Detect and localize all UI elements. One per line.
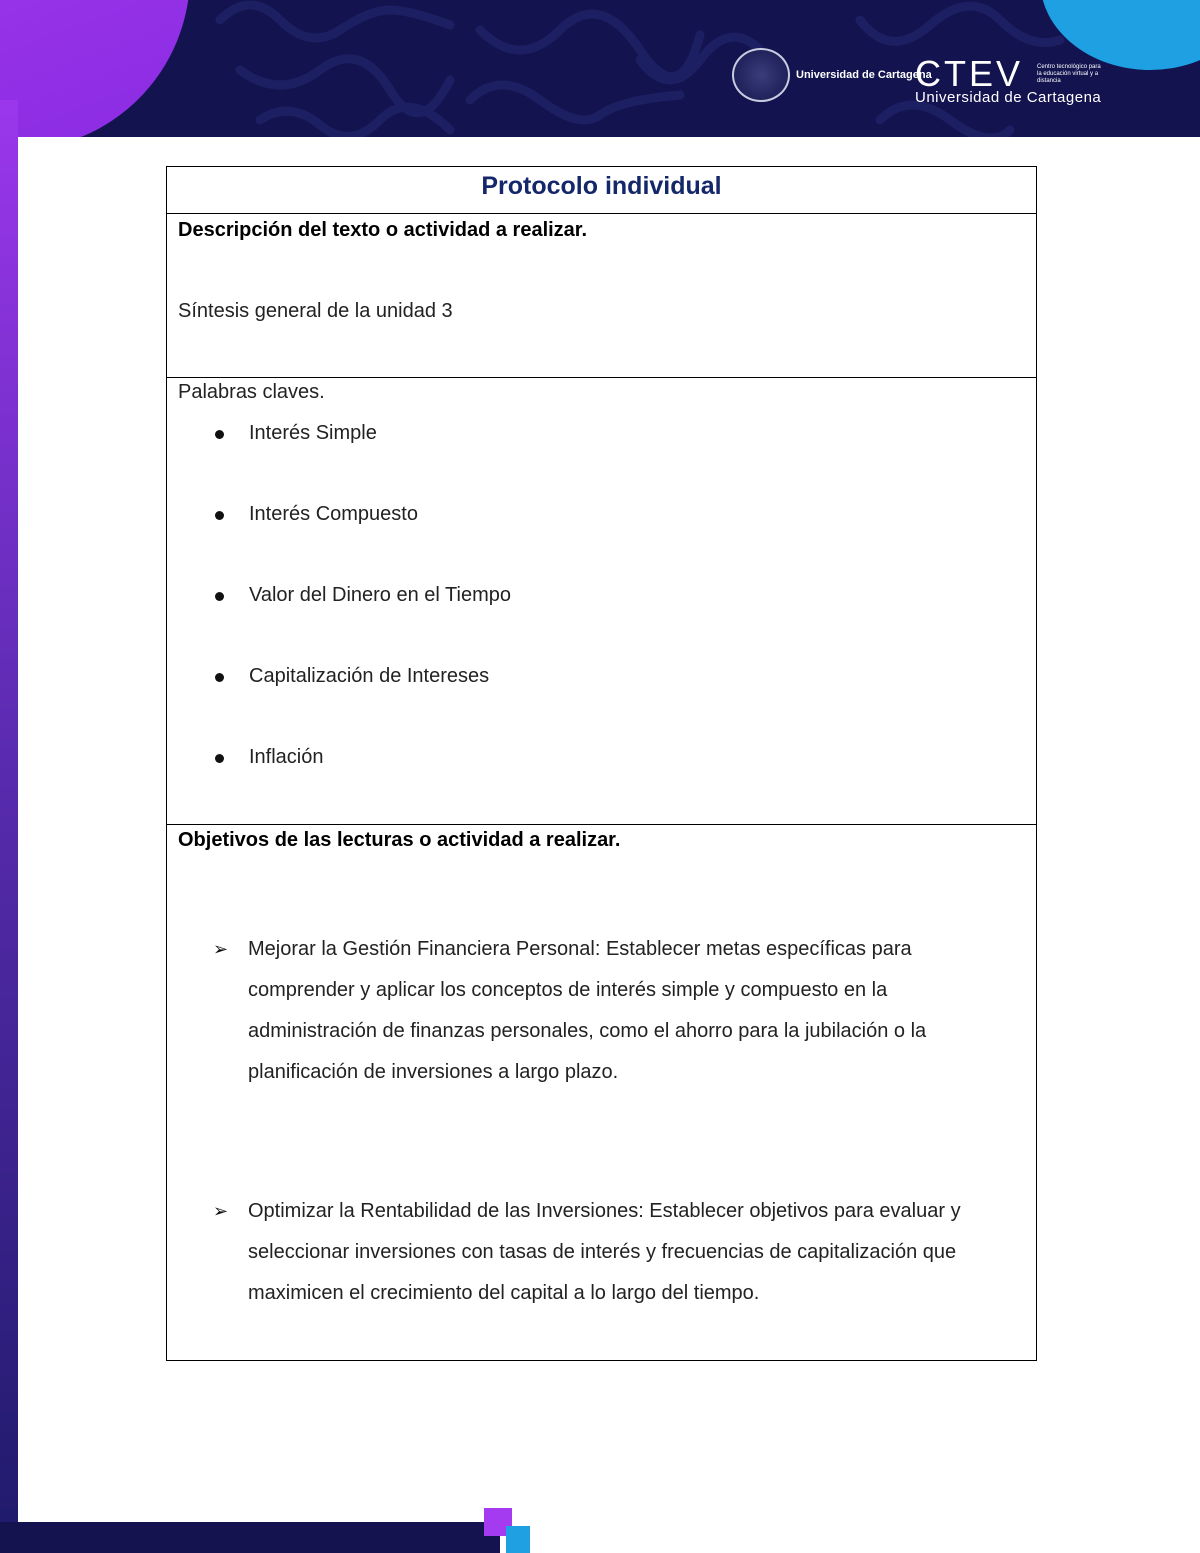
ctev-logo-tagline: Centro tecnológico para la educación virtual y a distancia xyxy=(1037,64,1101,84)
arrow-bullet-icon: ➢ xyxy=(213,939,229,959)
objectives-label: Objetivos de las lecturas o actividad a realizar. xyxy=(178,829,621,851)
keyword-text: Interés Simple xyxy=(249,422,377,444)
bullet-icon xyxy=(215,673,224,682)
list-item xyxy=(249,746,324,769)
university-seal-icon xyxy=(732,48,790,102)
arrow-bullet-icon: ➢ xyxy=(213,1201,229,1221)
page-header-band xyxy=(0,0,1200,137)
protocol-table xyxy=(166,166,1037,1361)
list-item xyxy=(249,503,418,526)
list-item xyxy=(249,584,511,607)
table-title-row xyxy=(167,167,1036,214)
objectives-row xyxy=(167,825,1036,1360)
keywords-row xyxy=(167,378,1036,825)
keyword-text: Capitalización de Intereses xyxy=(249,665,490,687)
objective-text: Optimizar la Rentabilidad de las Inversiones: Establecer objetivos para evaluar y seleccionar inversiones con tasas de interés y frecuencias de capitalización que maximicen el crecimiento del capital a lo largo del tiempo. xyxy=(248,1200,961,1304)
description-row xyxy=(167,214,1036,378)
objective-text: Mejorar la Gestión Financiera Personal: Establecer metas específicas para comprender y aplicar los conceptos de interés simple y compuesto en la administración de finanzas personales, como el ahorro para la jubilación o la planificación de inversiones a largo plazo. xyxy=(248,938,927,1083)
decorative-blue-square xyxy=(506,1526,530,1553)
bullet-icon xyxy=(215,592,224,601)
description-label: Descripción del texto o actividad a realizar. xyxy=(178,219,588,241)
ctev-logo-mark: CTEV xyxy=(915,53,1024,94)
description-text: Síntesis general de la unidad 3 xyxy=(178,300,453,322)
list-item xyxy=(249,422,377,445)
left-decorative-bar xyxy=(0,100,18,1553)
ctev-logo-subtitle: Universidad de Cartagena xyxy=(915,89,1102,106)
ctev-logo xyxy=(915,53,1102,106)
keyword-text: Inflación xyxy=(249,746,324,768)
bullet-icon xyxy=(215,754,224,763)
bottom-decorative-band xyxy=(0,1522,500,1553)
list-item xyxy=(249,665,489,688)
keyword-text: Valor del Dinero en el Tiempo xyxy=(249,584,511,606)
bullet-icon xyxy=(215,430,224,439)
keyword-text: Interés Compuesto xyxy=(249,503,418,525)
universidad-de-cartagena-logo xyxy=(732,48,932,102)
list-item xyxy=(213,1191,1008,1314)
keywords-label: Palabras claves. xyxy=(178,381,325,403)
university-logo-text: Universidad de Cartagena xyxy=(796,69,932,81)
document-title: Protocolo individual xyxy=(481,172,722,200)
list-item xyxy=(213,929,1008,1093)
bullet-icon xyxy=(215,511,224,520)
